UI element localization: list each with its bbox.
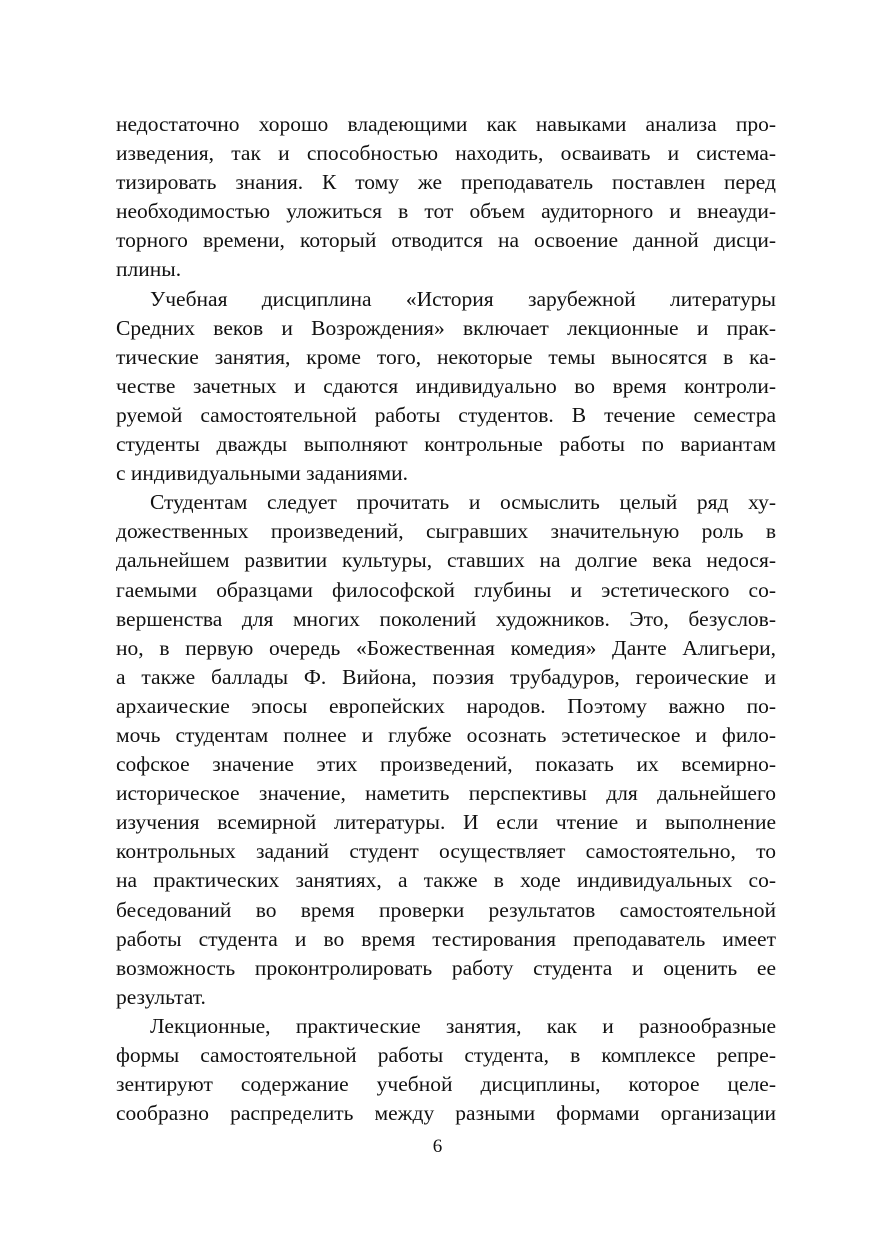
text-line: Средних веков и Возрождения» включает лекционные и прак- xyxy=(116,315,776,340)
text-line: гаемыми образцами философской глубины и эстетического со- xyxy=(116,577,776,602)
text-line: вершенства для многих поколений художников. Это, безуслов- xyxy=(116,606,776,631)
text-line: сообразно распределить между разными формами организации xyxy=(116,1101,776,1126)
text-line: а также баллады Ф. Вийона, поэзия трубадуров, героические и xyxy=(116,664,776,689)
text-line: результат. xyxy=(116,984,206,1009)
text-line: тические занятия, кроме того, некоторые темы выносятся в ка- xyxy=(116,344,776,369)
text-line: дальнейшем развитии культуры, ставших на долгие века недося- xyxy=(116,548,776,573)
page-number: 6 xyxy=(432,1136,443,1157)
text-line: торного времени, который отводится на освоение данной дисци- xyxy=(116,228,776,253)
text-line: на практических занятиях, а также в ходе индивидуальных со- xyxy=(116,868,776,893)
text-line: руемой самостоятельной работы студентов. В течение семестра xyxy=(116,402,776,427)
text-line: софское значение этих произведений, показать их всемирно- xyxy=(116,752,776,777)
text-line: тизировать знания. К тому же преподаватель поставлен перед xyxy=(116,170,776,195)
text-line: но, в первую очередь «Божественная комедия» Данте Алигьери, xyxy=(116,635,776,660)
paragraph-2 xyxy=(116,285,776,489)
text-line: изучения всемирной литературы. И если чтение и выполнение xyxy=(116,810,776,835)
paragraph-3 xyxy=(116,488,776,1012)
text-line: работы студента и во время тестирования преподаватель имеет xyxy=(116,926,776,951)
text-line: возможность проконтролировать работу студента и оценить ее xyxy=(116,955,776,980)
text-line: недостаточно хорошо владеющими как навыками анализа про- xyxy=(116,112,776,136)
text-line: изведения, так и способностью находить, осваивать и система- xyxy=(116,141,776,166)
text-line: Учебная дисциплина «История зарубежной литературы xyxy=(150,286,776,311)
text-line: Лекционные, практические занятия, как и разнообразные xyxy=(150,1013,776,1038)
text-line: формы самостоятельной работы студента, в комплексе репре- xyxy=(116,1043,776,1067)
text-line: дожественных произведений, сыгравших значительную роль в xyxy=(116,519,776,544)
text-line: зентируют содержание учебной дисциплины, которое целе- xyxy=(116,1072,776,1097)
paragraph-1 xyxy=(116,110,776,285)
text-line: студенты дважды выполняют контрольные работы по вариантам xyxy=(116,432,776,457)
text-line: беседований во время проверки результатов самостоятельной xyxy=(116,897,776,922)
text-line: честве зачетных и сдаются индивидуально во время контроли- xyxy=(116,373,776,398)
text-line: контрольных заданий студент осуществляет самостоятельно, то xyxy=(116,839,776,864)
text-line: плины. xyxy=(116,257,182,282)
text-line: необходимостью уложиться в тот объем аудиторного и внеауди- xyxy=(116,199,776,224)
text-line: мочь студентам полнее и глубже осознать эстетическое и фило- xyxy=(116,722,776,747)
text-line: историческое значение, наметить перспективы для дальнейшего xyxy=(116,781,776,806)
text-line: архаические эпосы европейских народов. Поэтому важно по- xyxy=(116,693,776,718)
text-line: с индивидуальными заданиями. xyxy=(116,461,409,486)
text-line: Студентам следует прочитать и осмыслить целый ряд ху- xyxy=(150,490,776,515)
page-body xyxy=(116,110,776,1128)
paragraph-4 xyxy=(116,1012,776,1128)
